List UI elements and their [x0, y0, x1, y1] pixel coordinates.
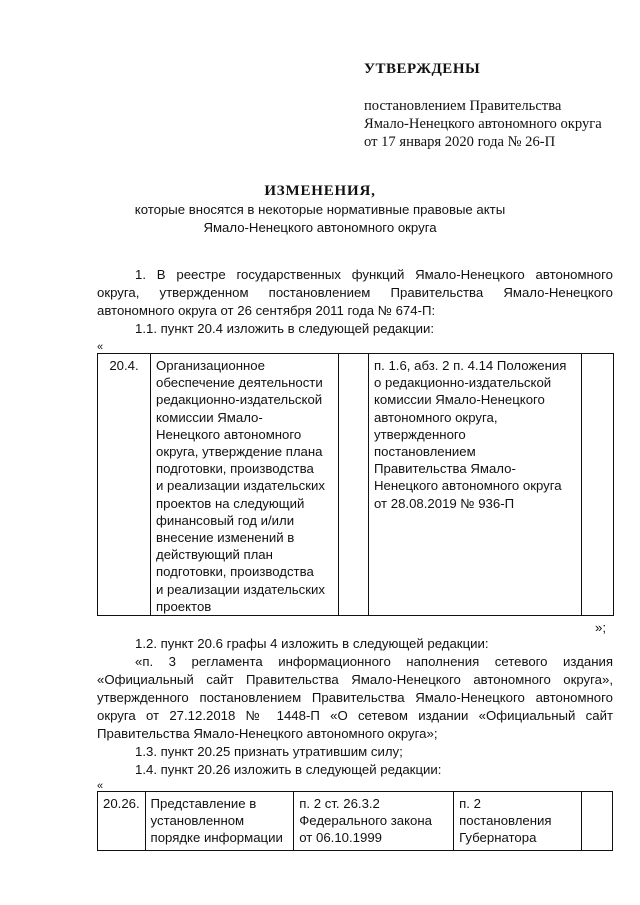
table-1-number: 20.4. — [109, 358, 139, 373]
table-2-function-cell — [145, 792, 294, 851]
table-1 — [97, 353, 614, 616]
table-2-number: 20.26. — [103, 796, 140, 811]
table-1-empty-cell — [339, 354, 369, 616]
table-2-law-text: п. 2 ст. 26.3.2 Федерального закона от 06.10.1999 — [299, 796, 432, 846]
quote-text-line-2: «Официальный сайт Правительства Ямало-Ненецкого автономного округа», — [97, 672, 613, 687]
quote-close-1: »; — [595, 620, 606, 635]
document-title: ИЗМЕНЕНИЯ, — [264, 183, 376, 199]
table-2-function-text: Представление в установленном порядке информации — [150, 796, 283, 846]
quote-text-line-3: утвержденного постановлением Правительства Ямало-Ненецкого автономного — [97, 690, 613, 705]
table-1-function-cell — [151, 354, 339, 616]
table-2-last-cell — [581, 792, 612, 851]
table-2-law-cell — [294, 792, 454, 851]
paragraph-1-4: 1.4. пункт 20.26 изложить в следующей редакции: — [135, 762, 442, 777]
table-1-number-cell — [98, 354, 151, 616]
table-row — [98, 792, 613, 851]
quote-text-line-5: Правительства Ямало-Ненецкого автономного округа»; — [97, 726, 438, 741]
paragraph-1-line-1: 1. В реестре государственных функций Ямало-Ненецкого автономного — [135, 267, 613, 282]
table-1-basis-cell — [369, 354, 582, 616]
table-row — [98, 354, 614, 616]
table-1-last-cell — [582, 354, 614, 616]
paragraph-1-2: 1.2. пункт 20.6 графы 4 изложить в следующей редакции: — [135, 636, 489, 651]
table-2-number-cell — [98, 792, 146, 851]
table-2-decree-cell — [454, 792, 581, 851]
paragraph-1-1: 1.1. пункт 20.4 изложить в следующей редакции: — [135, 321, 435, 336]
quote-text-line-1: «п. 3 регламента информационного наполнения сетевого издания — [135, 654, 613, 669]
table-2 — [97, 791, 613, 851]
paragraph-1-3: 1.3. пункт 20.25 признать утратившим силу; — [135, 744, 403, 759]
approval-line-3: от 17 января 2020 года № 26-П — [364, 134, 556, 150]
approval-line-1: постановлением Правительства — [364, 98, 562, 114]
approval-line-2: Ямало-Ненецкого автономного округа — [364, 116, 602, 132]
table-2-decree-text: п. 2 постановления Губернатора — [459, 796, 552, 846]
table-1-basis-text: п. 1.6, абз. 2 п. 4.14 Положения о редакционно-издательской комиссии Ямало-Ненецкого автономного округа, утвержденного постановлением Правительства Ямало- Ненецкого автономного округа от 28.08.2019 № 936-П — [374, 358, 567, 511]
quote-open-2: « — [97, 780, 104, 792]
document-subtitle-1: которые вносятся в некоторые нормативные правовые акты — [134, 202, 506, 217]
approval-heading: УТВЕРЖДЕНЫ — [364, 61, 481, 77]
table-1-function-text: Организационное обеспечение деятельности редакционно-издательской комиссии Ямало- Ненецкого автономного округа, утверждение плана подготовки, производства и реализации издательских проектов на следующий финансовый год и/или внесение изменений в действующий план подготовки, производства и реализации издательских проектов — [156, 358, 325, 614]
paragraph-1-line-2: округа, утвержденном постановлением Правительства Ямало-Ненецкого — [97, 285, 613, 300]
paragraph-1-line-3: автономного округа от 26 сентября 2011 года № 674-П: — [97, 303, 436, 318]
quote-open-1: « — [97, 341, 104, 353]
document-subtitle-2: Ямало-Ненецкого автономного округа — [203, 220, 437, 235]
quote-text-line-4: округа от 27.12.2018 № 1448-П «О сетевом издании «Официальный сайт — [97, 708, 613, 723]
